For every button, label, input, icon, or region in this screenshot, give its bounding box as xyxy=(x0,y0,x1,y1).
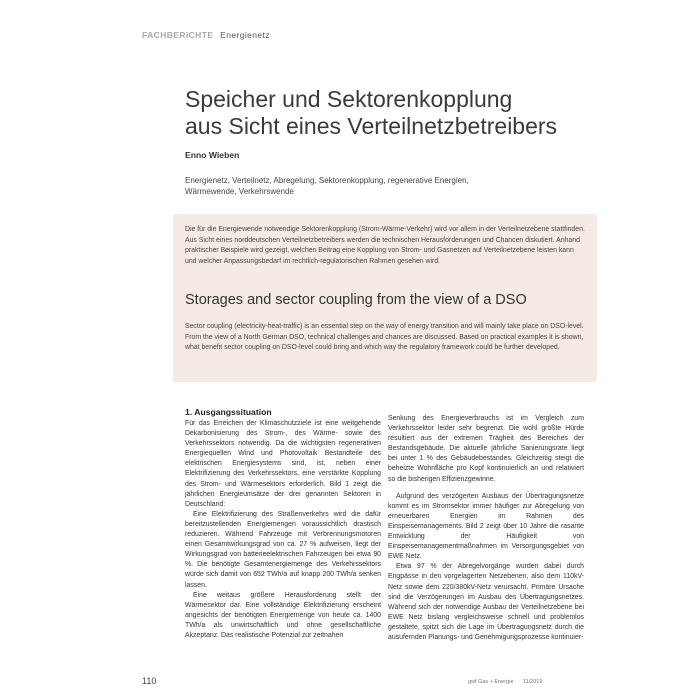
issue-number: 11/2019 xyxy=(522,679,543,685)
paragraph: Senkung des Energieverbrauchs ist im Vergleich zum Verkehrssektor leider sehr begrenzt. Die wohl größte Hürde resultiert aus der extremen Trägheit des Bereiches der Bestandsgebäude. Die aktuelle jährliche Sanierungsrate liegt bei unter 1 % des Gebäudebestandes. Gleichzeitig steigt die beheizte Wohnfläche pro Kopf kontinuierlich an und relativiert so die bisherigen Effizienzgewinne. xyxy=(388,415,584,483)
title-line-2: aus Sicht eines Verteilnetzbetreibers xyxy=(185,113,558,139)
text-column-left xyxy=(185,407,381,641)
article-title xyxy=(185,86,605,140)
text-column-right xyxy=(388,414,584,643)
abstract-english: Sector coupling (electricity-heat-traffic) is an essential step on the way of energy transition and will mainly take place on DSO-level. From the view of a North German DSO, technical challenges and chances are discussed. Based on practical examples it is shown, what benefit sector coupling on DSO-level could bring and which way the regulatory framework could be further developed. xyxy=(185,323,584,352)
paragraph: Eine Elektrifizierung des Straßenverkehrs wird die dafür bereitzustellenden Energiemengen voraussichtlich drastisch reduzieren. Während Fahrzeuge mit Verbrennungsmotoren einen Gesamtwirkungsgrad von ca. 27 % aufweisen, liegt der Wirkungsgrad von batterieelektrischen Fahrzeugen bei etwa 90 %. Die benötigte Gesamtenergiemenge des Verkehrssektors würde sich damit von 652 TWh/a auf knapp 200 TWh/a senken lassen. xyxy=(185,510,381,589)
section-label: FACHBERICHTE xyxy=(142,30,214,40)
title-line-1: Speicher und Sektorenkopplung xyxy=(185,86,513,112)
author-name: Enno Wieben xyxy=(185,150,240,160)
footer-magazine xyxy=(468,679,542,685)
section-heading: 1. Ausgangssituation xyxy=(185,407,272,417)
keywords: Energienetz, Verteilnetz, Abregelung, Sektorenkopplung, regenerative Energien, Wärmewende, Verkehrswende xyxy=(185,176,469,196)
running-header xyxy=(142,30,270,40)
topic-label: Energienetz xyxy=(220,30,270,40)
abstract-german: Die für die Energiewende notwendige Sektorenkopplung (Strom-Wärme-Verkehr) wird vor allem in der Verteilnetzebene stattfinden. Aus Sicht eines norddeutschen Verteilnetzbetreibers werden die technischen Herausforderungen und Chancen diskutiert. Anhand praktischer Beispiele wird gezeigt, welchen Beitrag eine Kopplung von Strom- und Gasnetzen auf Verteilnetzebene leisten kann und welcher Anpassungsbedarf im rechtlich-regulatorischen Rahmen gesehen wird. xyxy=(185,226,585,265)
paragraph: Für das Erreichen der Klimaschutzziele ist eine weitgehende Dekarbonisierung des Strom-, des Wärme- sowie des Verkehrssektors notwendig. Da die wichtigsten regenerativen Energiequellen Wind und Photovoltaik Bestandteile des elektrischen Energiesystems sind, ist, neben einer Elektrifizierung des Verkehrssektors, eine verstärkte Kopplung des Strom- und Wärmesektors erforderlich. Bild 1 zeigt die jährlichen Energieumsätze der drei genannten Sektoren in Deutschland: xyxy=(185,420,381,508)
paragraph: Eine weitaus größere Herausforderung stellt der Wärmesektor dar. Eine vollständige Elektrifizierung erscheint angesichts der benötigten Energiemenge von heute ca. 1400 TWh/a als unwirtschaftlich und ohne gesellschaftliche Akzeptanz. Das realistische Potenzial zur zeitnahen xyxy=(185,591,381,639)
paragraph: Etwa 97 % der Abregelvorgänge wurden dabei durch Engpässe in den vorgelagerten Netzebenen, also dem 110kV-Netz sowie dem 220/380kV-Netz verursacht. Primäre Ursache sind die Verzögerungen im Ausbau des Übertragungsnetzes. Während sich der notwendige Ausbau der Verteilnetzebene bei EWE Netz bislang vergleichsweise schnell und problemlos gestaltete, spitzt sich die Lage im Übertragungsnetz durch die ausufernden Planungs- und Genehmigungsprozesse kontinuier- xyxy=(388,563,584,641)
paragraph: Aufgrund des verzögerten Ausbaus der Übertragungsnetze kommt es im Stromsektor immer häufiger zur Abregelung von erneuerbaren Energien im Rahmen des Einspeisemanagements. Bild 2 zeigt über 10 Jahre die rasante Entwicklung der Häufigkeit von Einspeisemanagementmaßnahmen im Versorgungsgebiet von EWE Netz. xyxy=(388,492,584,561)
magazine-name: gwf Gas + Energie xyxy=(468,679,514,685)
page-number: 110 xyxy=(142,676,157,686)
english-title: Storages and sector coupling from the view of a DSO xyxy=(185,292,527,308)
